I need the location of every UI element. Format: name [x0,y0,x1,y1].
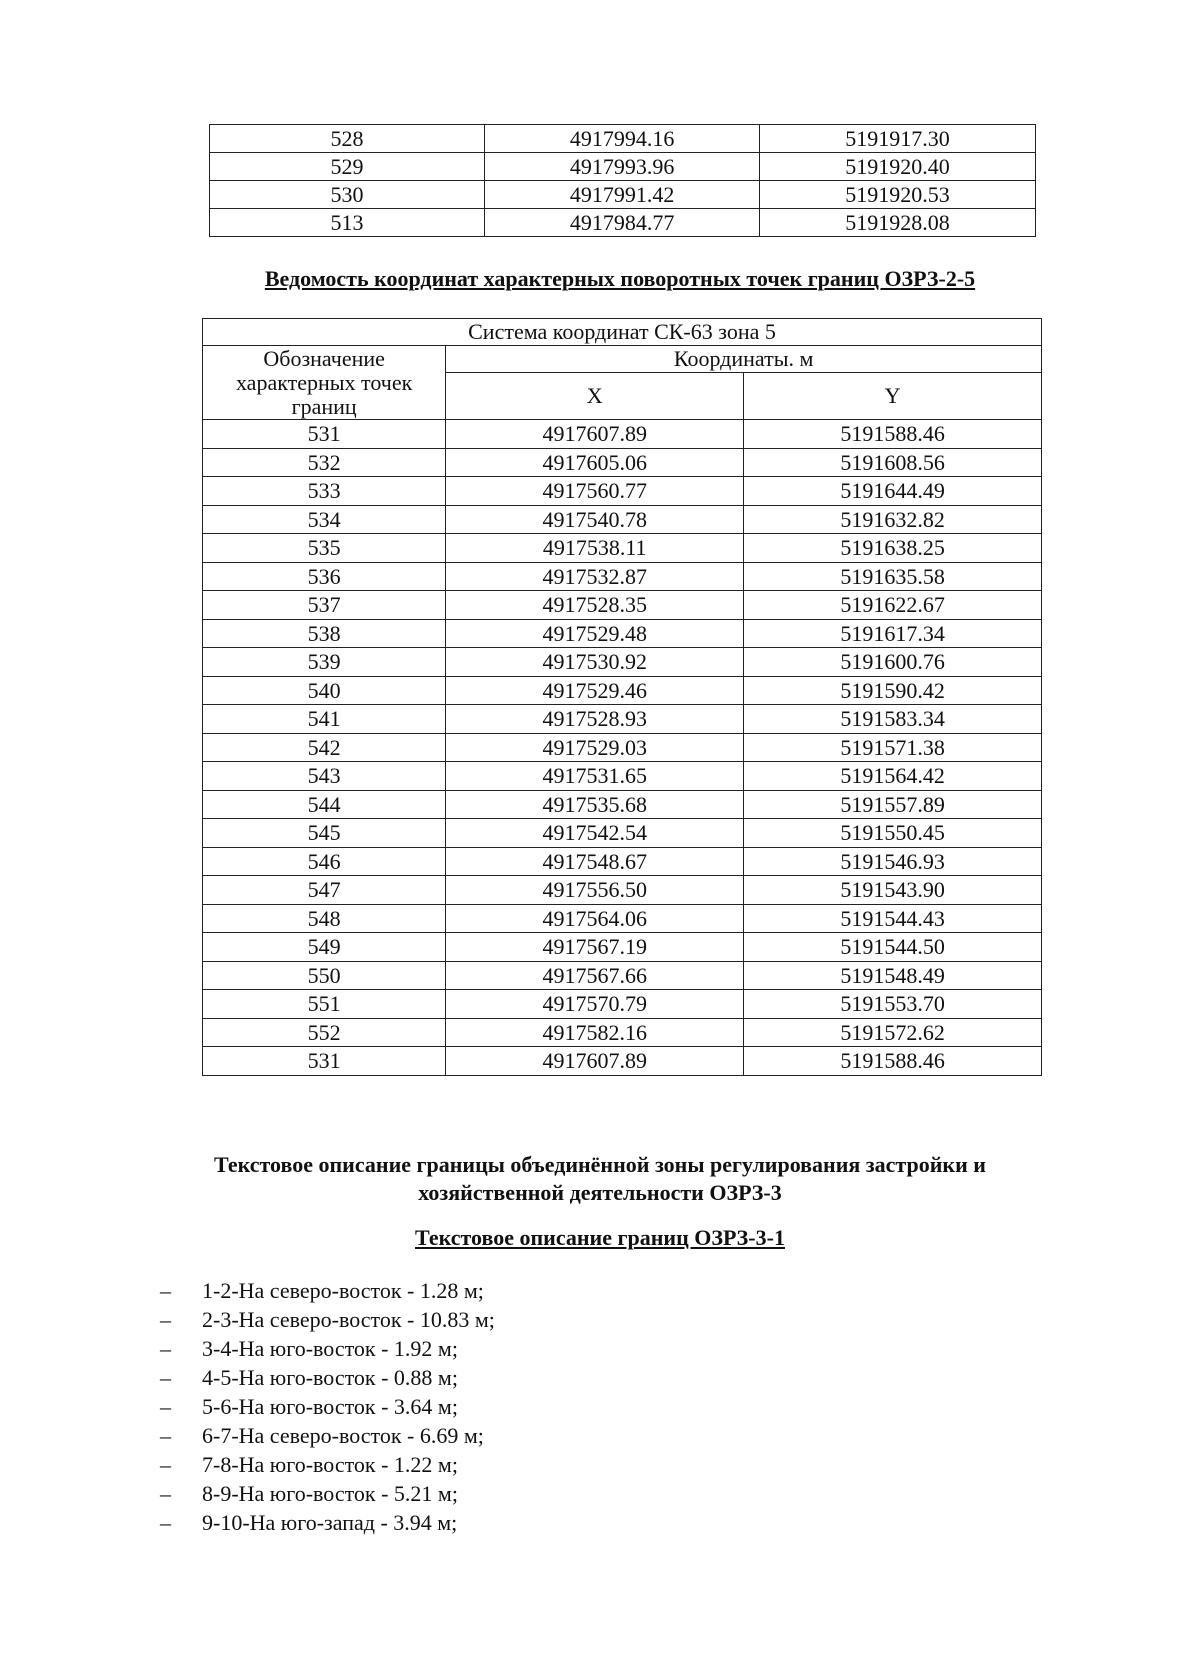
section-title: Текстовое описание границы объединённой зоны регулирования застройки и хозяйственной деятельности ОЗРЗ-3 [214,1152,986,1205]
table-row [203,933,1042,962]
table-row [203,990,1042,1019]
bullet-dash: – [160,1452,171,1477]
point-number-cell: 537 [203,591,446,620]
list-item [160,1479,495,1508]
y-coordinate-cell: 5191920.40 [760,153,1036,181]
point-number-cell: 539 [203,648,446,677]
point-number-cell: 538 [203,619,446,648]
y-coordinate-cell: 5191564.42 [744,762,1042,791]
point-number-cell: 541 [203,705,446,734]
y-coordinate-cell: 5191608.56 [744,448,1042,477]
y-coordinate-cell: 5191553.70 [744,990,1042,1019]
table-row [203,534,1042,563]
x-coordinate-cell: 4917530.92 [446,648,744,677]
point-number-cell: 548 [203,904,446,933]
y-coordinate-cell: 5191544.50 [744,933,1042,962]
list-item [160,1421,495,1450]
x-coordinate-cell: 4917535.68 [446,790,744,819]
y-coordinate-cell: 5191550.45 [744,819,1042,848]
point-number-cell: 551 [203,990,446,1019]
x-coordinate-cell: 4917529.03 [446,733,744,762]
table-row [203,762,1042,791]
list-item [160,1392,495,1421]
x-coordinate-cell: 4917570.79 [446,990,744,1019]
table-row [210,153,1036,181]
x-coordinate-cell: 4917529.46 [446,676,744,705]
y-coordinate-cell: 5191572.62 [744,1018,1042,1047]
coordinate-system-label: Система координат СК-63 зона 5 [203,319,1042,346]
table-row [203,819,1042,848]
table-row [203,1018,1042,1047]
table-row [203,961,1042,990]
x-coordinate-cell: 4917528.93 [446,705,744,734]
y-coordinate-cell: 5191617.34 [744,619,1042,648]
table-row [203,477,1042,506]
table-row [210,125,1036,153]
list-item [160,1363,495,1392]
bullet-dash: – [160,1423,171,1448]
table-row [210,209,1036,237]
point-number-cell: 543 [203,762,446,791]
point-number-cell: 513 [210,209,485,237]
subsection-title: Текстовое описание границ ОЗРЗ-3-1 [415,1225,785,1250]
table-row [203,847,1042,876]
x-coordinate-cell: 4917582.16 [446,1018,744,1047]
x-coordinate-cell: 4917567.19 [446,933,744,962]
bullet-dash: – [160,1336,171,1361]
x-coordinate-cell: 4917529.48 [446,619,744,648]
x-coordinate-cell: 4917567.66 [446,961,744,990]
y-coordinate-cell: 5191638.25 [744,534,1042,563]
point-number-cell: 550 [203,961,446,990]
y-coordinate-cell: 5191635.58 [744,562,1042,591]
table-row [203,562,1042,591]
y-coordinate-cell: 5191644.49 [744,477,1042,506]
list-item [160,1305,495,1334]
point-number-cell: 529 [210,153,485,181]
bullet-dash: – [160,1394,171,1419]
y-coordinate-cell: 5191588.46 [744,1047,1042,1076]
segment-text: 1-2-На северо-восток - 1.28 м; [202,1278,484,1303]
point-number-cell: 542 [203,733,446,762]
table-row [203,448,1042,477]
x-coordinate-cell: 4917532.87 [446,562,744,591]
x-coordinate-cell: 4917564.06 [446,904,744,933]
x-coordinate-cell: 4917605.06 [446,448,744,477]
bullet-dash: – [160,1365,171,1390]
x-coordinate-cell: 4917560.77 [446,477,744,506]
x-coordinate-cell: 4917540.78 [446,505,744,534]
y-coordinate-cell: 5191543.90 [744,876,1042,905]
top-coordinates-table [209,124,1036,237]
table-row [203,733,1042,762]
segment-text: 3-4-На юго-восток - 1.92 м; [202,1336,458,1361]
table-row [203,505,1042,534]
bullet-dash: – [160,1481,171,1506]
segment-text: 8-9-На юго-восток - 5.21 м; [202,1481,458,1506]
x-coordinate-cell: 4917556.50 [446,876,744,905]
list-item [160,1450,495,1479]
point-number-cell: 530 [210,181,485,209]
y-coordinate-cell: 5191590.42 [744,676,1042,705]
table-row [203,676,1042,705]
x-column-header: X [446,373,744,420]
y-coordinate-cell: 5191544.43 [744,904,1042,933]
point-number-cell: 546 [203,847,446,876]
x-coordinate-cell: 4917984.77 [485,209,760,237]
vedomost-title: Ведомость координат характерных поворотных точек границ ОЗРЗ-2-5 [264,266,976,291]
bullet-dash: – [160,1307,171,1332]
list-item [160,1276,495,1305]
segment-text: 4-5-На юго-восток - 0.88 м; [202,1365,458,1390]
y-coordinate-cell: 5191917.30 [760,125,1036,153]
table-row [203,619,1042,648]
boundary-segment-list [160,1276,495,1537]
y-coordinate-cell: 5191632.82 [744,505,1042,534]
table-row [203,420,1042,449]
point-designation-header: Обозначение характерных точек границ [203,346,446,420]
point-number-cell: 552 [203,1018,446,1047]
table-row [203,904,1042,933]
point-number-cell: 547 [203,876,446,905]
x-coordinate-cell: 4917531.65 [446,762,744,791]
x-coordinate-cell: 4917548.67 [446,847,744,876]
table-row [203,790,1042,819]
point-number-cell: 535 [203,534,446,563]
y-coordinate-cell: 5191622.67 [744,591,1042,620]
x-coordinate-cell: 4917991.42 [485,181,760,209]
point-number-cell: 544 [203,790,446,819]
y-coordinate-cell: 5191583.34 [744,705,1042,734]
table-row [203,876,1042,905]
point-number-cell: 533 [203,477,446,506]
point-number-cell: 532 [203,448,446,477]
list-item [160,1508,495,1537]
segment-text: 7-8-На юго-восток - 1.22 м; [202,1452,458,1477]
table-row [210,181,1036,209]
y-coordinate-cell: 5191548.49 [744,961,1042,990]
y-coordinate-cell: 5191600.76 [744,648,1042,677]
table-row [203,648,1042,677]
point-number-cell: 528 [210,125,485,153]
table-row [203,1047,1042,1076]
x-coordinate-cell: 4917538.11 [446,534,744,563]
x-coordinate-cell: 4917994.16 [485,125,760,153]
list-item [160,1334,495,1363]
point-number-cell: 540 [203,676,446,705]
table-row [203,705,1042,734]
y-coordinate-cell: 5191571.38 [744,733,1042,762]
y-coordinate-cell: 5191928.08 [760,209,1036,237]
coordinates-table [202,318,1042,1076]
table-row [203,591,1042,620]
x-coordinate-cell: 4917607.89 [446,1047,744,1076]
point-number-cell: 531 [203,420,446,449]
y-coordinate-cell: 5191557.89 [744,790,1042,819]
point-number-cell: 545 [203,819,446,848]
bullet-dash: – [160,1510,171,1535]
segment-text: 9-10-На юго-запад - 3.94 м; [202,1510,458,1535]
x-coordinate-cell: 4917528.35 [446,591,744,620]
y-coordinate-cell: 5191588.46 [744,420,1042,449]
bullet-dash: – [160,1278,171,1303]
segment-text: 2-3-На северо-восток - 10.83 м; [202,1307,495,1332]
x-coordinate-cell: 4917542.54 [446,819,744,848]
coordinates-header: Координаты. м [446,346,1042,373]
y-column-header: Y [744,373,1042,420]
segment-text: 5-6-На юго-восток - 3.64 м; [202,1394,458,1419]
point-number-cell: 549 [203,933,446,962]
x-coordinate-cell: 4917993.96 [485,153,760,181]
point-number-cell: 534 [203,505,446,534]
point-number-cell: 531 [203,1047,446,1076]
segment-text: 6-7-На северо-восток - 6.69 м; [202,1423,484,1448]
y-coordinate-cell: 5191920.53 [760,181,1036,209]
y-coordinate-cell: 5191546.93 [744,847,1042,876]
x-coordinate-cell: 4917607.89 [446,420,744,449]
point-number-cell: 536 [203,562,446,591]
